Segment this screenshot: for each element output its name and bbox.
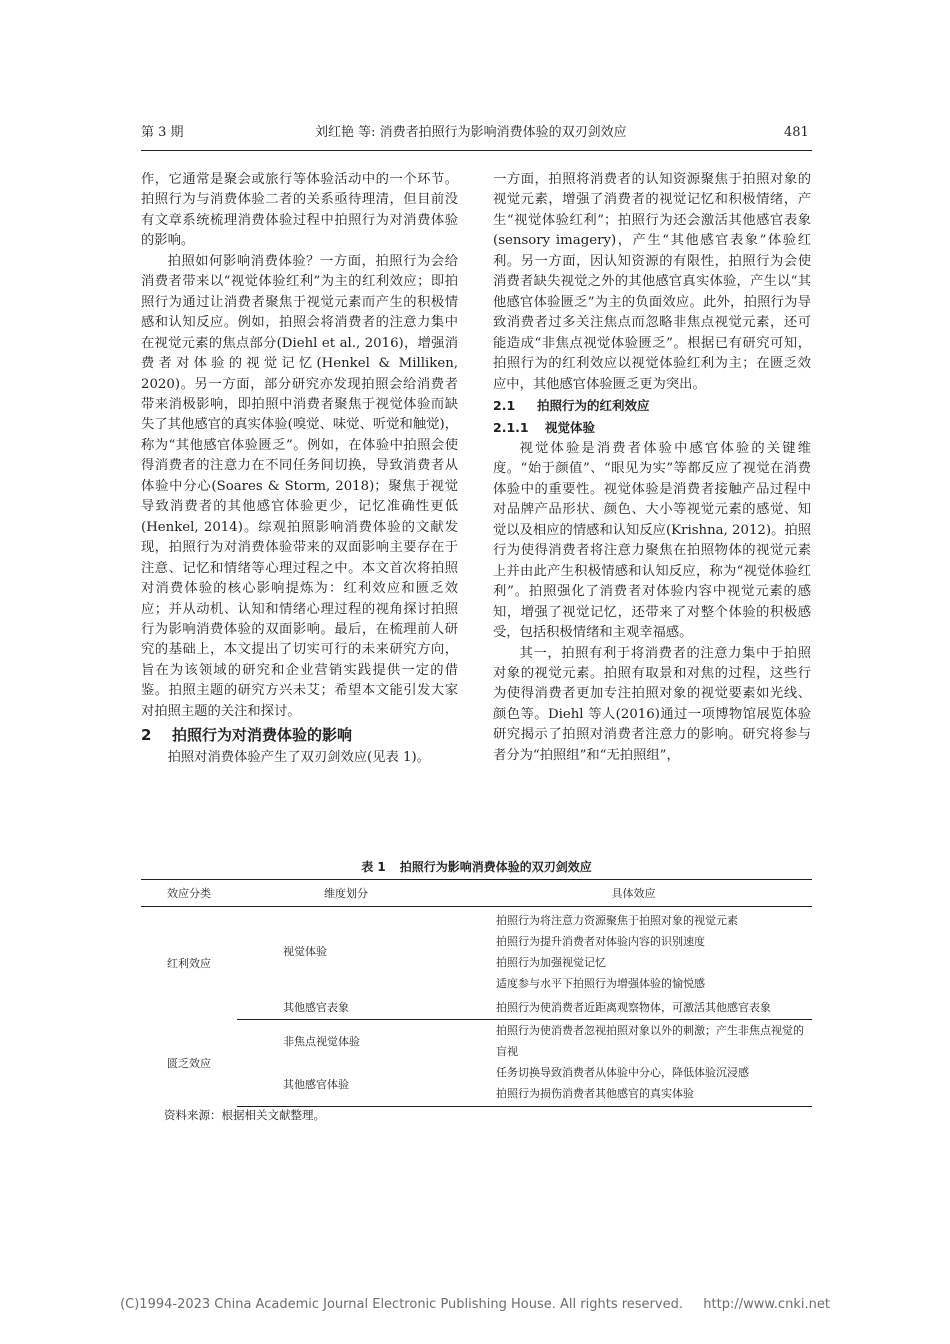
effects-cell	[455, 1020, 812, 1063]
effect-item: 拍照行为损伤消费者其他感官的真实体验	[496, 1087, 694, 1100]
table-row	[141, 1020, 812, 1063]
right-column	[493, 170, 811, 766]
copyright-footer	[0, 1296, 950, 1314]
running-title: 刘红艳 等: 消费者拍照行为影响消费体验的双刃剑效应	[315, 125, 627, 140]
table-title: 拍照行为影响消费体验的双刃剑效应	[399, 860, 592, 874]
paragraph: 拍照如何影响消费体验？一方面，拍照行为会给消费者带来以“视觉体验红利”为主的红利效应；即拍照行为通过让消费者聚焦于视觉元素而产生的积极情感和认知反应。例如，拍照会将消费者的注意力集中在视觉元素的焦点部分(Diehl et al., 2016)，增强消费者对体验的视觉记忆(Henkel & Milliken, 2020)。另一方面，部分研究亦发现拍照会给消费者带来消极影响，即拍照中消费者聚焦于视觉体验而缺失了其他感官的真实体验(嗅觉、味觉、听觉和触觉)，称为“其他感官体验匮乏”。例如，在体验中拍照会使得消费者的注意力在不同任务间切换，导致消费者从体验中分心(Soares & Storm, 2018)；聚焦于视觉导致消费者的其他感官体验更少，记忆准确性更低(Henkel, 2014)。综观拍照影响消费体验的文献发现，拍照行为对消费体验带来的双面影响主要存在于注意、记忆和情绪等心理过程之中。本文首次将拍照对消费体验的核心影响提炼为：红利效应和匮乏效应；并从动机、认知和情绪心理过程的视角探讨拍照行为影响消费体验的双面影响。最后，在梳理前人研究的基础上，本文提出了切实可行的未来研究方向，旨在为该领域的研究和企业营销实践提供一定的借鉴。拍照主题的研究方兴未艾；希望本文能引发大家对拍照主题的关注和探讨。	[141, 253, 458, 719]
effects-table	[141, 879, 812, 1107]
dimension: 非焦点视觉体验	[283, 1034, 360, 1048]
table-caption	[141, 858, 812, 876]
effects-cell	[455, 907, 812, 996]
subsection-heading	[493, 395, 811, 417]
section-title: 拍照行为对消费体验的影响	[172, 726, 353, 745]
table-header-cell: 效应分类	[141, 880, 237, 907]
effect-item: 拍照行为将注意力资源聚焦于拍照对象的视觉元素	[496, 914, 738, 927]
table-header-cell: 维度划分	[237, 880, 455, 907]
journal-issue: 第 3 期	[141, 125, 184, 140]
paragraph: 一方面，拍照将消费者的认知资源聚焦于拍照对象的视觉元素，增强了消费者的视觉记忆和积极情绪，产生“视觉体验红利”；拍照行为还会激活其他感官表象(sensory imagery)，产生“其他感官表象”体验红利。另一方面，因认知资源的有限性，拍照行为会使消费者缺失视觉之外的其他感官真实体验，产生以“其他感官体验匮乏”为主的负面效应。此外，拍照行为导致消费者过多关注焦点而忽略非焦点视觉元素，还可能造成“非焦点视觉体验匮乏”。根据已有研究可知，拍照行为的红利效应以视觉体验红利为主；在匮乏效应中，其他感官体验匮乏更为突出。	[493, 172, 811, 392]
table-header-row	[141, 880, 812, 907]
subsection-title: 拍照行为的红利效应	[537, 397, 650, 413]
left-column	[141, 170, 458, 769]
table-source-note: 资料来源：根据相关文献整理。	[164, 1108, 325, 1122]
table-row	[141, 995, 812, 1020]
effects-cell	[455, 1062, 812, 1107]
effect-item: 任务切换导致消费者从体验中分心，降低体验沉浸感	[496, 1066, 749, 1079]
section-number: 2	[141, 726, 152, 745]
dimension: 其他感官体验	[237, 1062, 455, 1107]
paragraph: 视觉体验是消费者体验中感官体验的关键维度。“始于颜值”、“眼见为实”等都反应了视觉在消费体验中的重要性。视觉体验是消费者接触产品过程中对品牌产品形状、颜色、大小等视觉元素的感觉、知觉以及相应的情感和认知反应(Krishna, 2012)。拍照行为使得消费者将注意力聚焦在拍照物体的视觉元素上并由此产生积极情感和认知反应，称为“视觉体验红利”。拍照强化了消费者对体验内容中视觉元素的感知，增强了视觉记忆，还带来了对整个体验的积极感受，包括积极情绪和主观幸福感。	[493, 440, 811, 641]
page-number: 481	[784, 125, 809, 140]
paragraph: 拍照对消费体验产生了双刃剑效应(见表 1)。	[167, 750, 430, 766]
dimension: 其他感官表象	[237, 995, 455, 1020]
effect-category: 红利效应	[167, 956, 211, 970]
table-row	[141, 907, 812, 996]
effect-item: 拍照行为加强视觉记忆	[496, 956, 606, 969]
paragraph: 作，它通常是聚会或旅行等体验活动中的一个环节。拍照行为与消费体验二者的关系亟待理清，但目前没有文章系统梳理消费体验过程中拍照行为对消费体验的影响。	[141, 172, 458, 249]
effect-item: 拍照行为使消费者近距离观察物体，可激活其他感官表象	[496, 1000, 771, 1014]
subsubsection-heading	[493, 417, 811, 439]
table-row	[141, 1062, 812, 1107]
effects-cell	[455, 995, 812, 1020]
effect-item: 拍照行为提升消费者对体验内容的识别速度	[496, 935, 705, 948]
subsubsection-number: 2.1.1	[493, 419, 529, 435]
effect-item: 拍照行为使消费者忽视拍照对象以外的刺激；产生非焦点视觉的盲视	[496, 1024, 804, 1058]
subsection-number: 2.1	[493, 397, 516, 413]
paragraph: 其一，拍照有利于将消费者的注意力集中于拍照对象的视觉元素。拍照有取景和对焦的过程，这些行为使得消费者更加专注拍照对象的视觉要素如光线、颜色等。Diehl 等人(2016)通过一项博物馆展览体验研究揭示了拍照对消费者注意力的影响。研究将参与者分为“拍照组”和“无拍照组”，	[493, 645, 811, 763]
table-header-cell: 具体效应	[455, 880, 812, 907]
effect-category: 匮乏效应	[167, 1056, 211, 1070]
cnki-link[interactable]: http://www.cnki.net	[703, 1297, 830, 1312]
copyright-text: (C)1994-2023 China Academic Journal Electronic Publishing House. All rights reserved.	[120, 1297, 683, 1312]
header-rule	[141, 150, 812, 151]
subsubsection-title: 视觉体验	[545, 419, 596, 435]
effect-item: 适度参与水平下拍照行为增强体验的愉悦感	[496, 977, 705, 990]
dimension: 视觉体验	[283, 944, 327, 958]
section-heading	[141, 722, 458, 748]
table-number: 表 1	[361, 860, 386, 874]
